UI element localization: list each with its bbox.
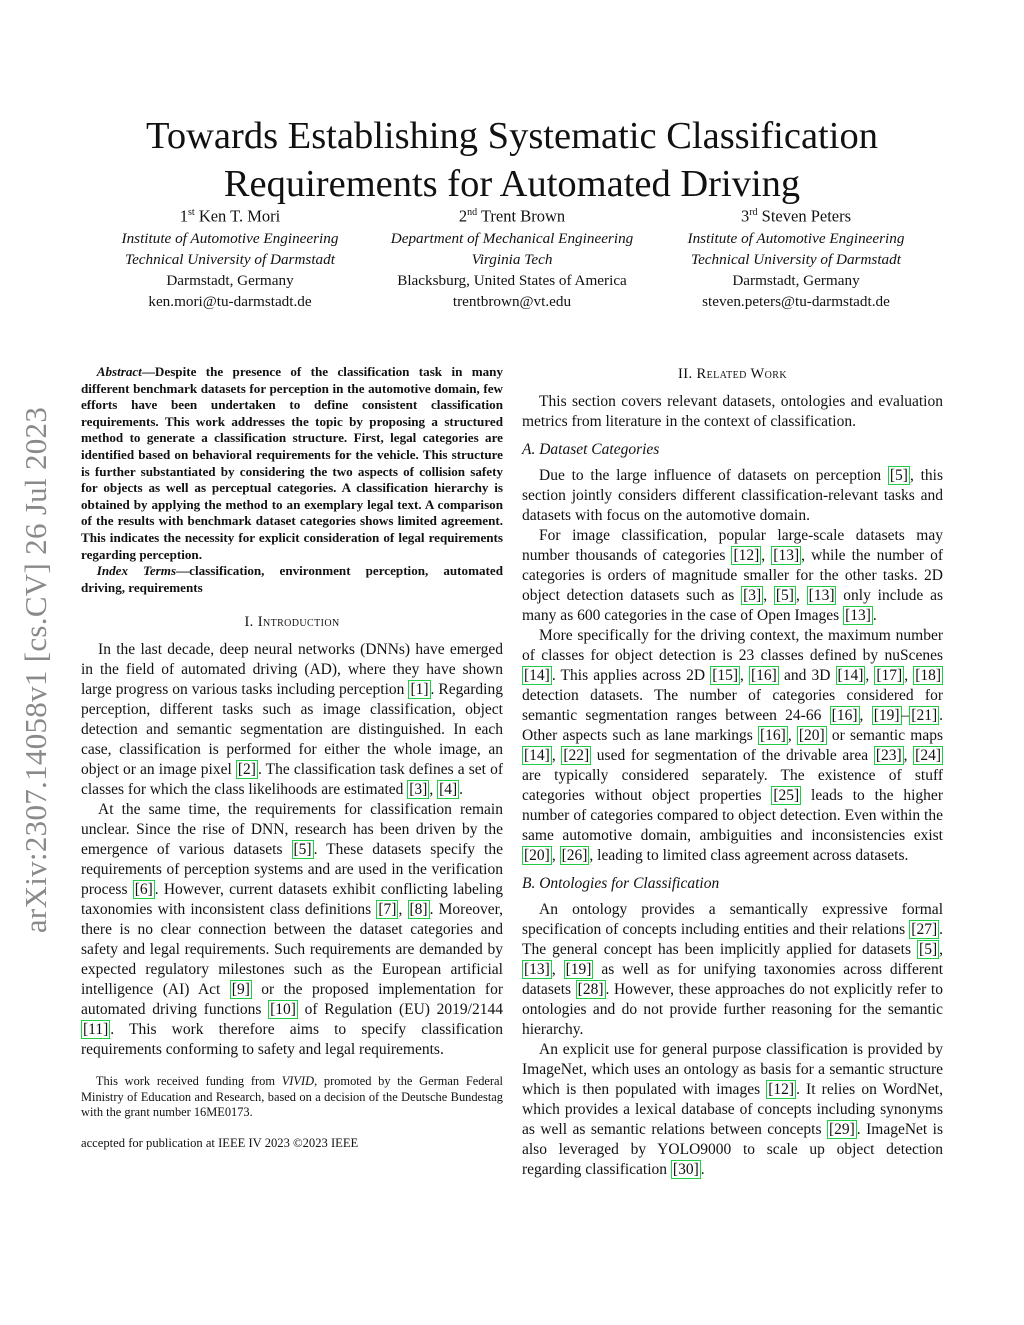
citation-link[interactable]: [16] [831, 707, 858, 724]
author-department: Department of Mechanical Engineering [390, 229, 634, 247]
text-run: . The general concept has been implicitly applied for datasets [522, 921, 943, 958]
author-number: 1 [179, 206, 189, 226]
citation-link[interactable]: [11] [83, 1021, 109, 1039]
citation-link[interactable]: [17] [876, 667, 903, 684]
author-ordinal: nd [467, 207, 478, 218]
text-run: . The classification task defines a set of classes for which the class likelihoods are estimated [81, 761, 503, 799]
text-run: , [398, 901, 408, 919]
text-run: . These datasets specify the requirements of perception systems and are used in the verification process [81, 841, 503, 899]
text-run: More specifically for the driving context, the maximum number of classes for object detection is 23 classes defined by nuScenes [522, 627, 943, 664]
text-run: . [872, 607, 877, 624]
text-run: . Regarding perception, different tasks such as image classification, object detection and semantic segmentation are distinguished. In each case, classification is performed for either the whole image, an object or an image pixel [81, 681, 503, 779]
citation-link[interactable]: [8] [409, 901, 428, 919]
subsection-heading-ontologies: B. Ontologies for Classification [522, 875, 720, 892]
citation-link[interactable]: [25] [773, 787, 800, 804]
author-ordinal: rd [749, 207, 758, 218]
text-run: are typically considered separately. The existence of stuff categories without object properties [522, 767, 943, 804]
text-run: This work received funding from [95, 1074, 282, 1089]
citation-link[interactable]: [12] [768, 1081, 795, 1098]
dataset-paragraph-2 [522, 526, 943, 626]
text-run: . ImageNet is also leveraged by YOLO9000 to scale up object detection regarding classification [522, 1121, 943, 1178]
dataset-paragraph-1 [522, 466, 943, 526]
citation-link[interactable]: [7] [378, 901, 397, 919]
author-name-text: Steven Peters [761, 206, 852, 226]
right-column [522, 364, 943, 1180]
text-run: , [740, 667, 750, 684]
citation-link[interactable]: [3] [743, 587, 762, 604]
left-column [81, 364, 503, 1153]
ontology-paragraph-2 [522, 1040, 943, 1180]
publication-notice: accepted for publication at IEEE IV 2023 ©2023 IEEE [81, 1135, 359, 1150]
text-run: . [700, 1161, 705, 1178]
author-organization: Technical University of Darmstadt [691, 250, 901, 268]
citation-link[interactable]: [2] [237, 761, 256, 779]
citation-link[interactable]: [16] [759, 727, 786, 744]
text-run: For image classification, popular large-scale datasets may number thousands of categories [522, 527, 943, 564]
text-run: , [551, 747, 562, 764]
author-1 [80, 202, 380, 312]
text-run: An ontology provides a semantically expressive formal specification of concepts including entities and their relations [522, 901, 943, 938]
text-run: , [904, 667, 914, 684]
text-run: used for segmentation of the drivable area [591, 747, 874, 764]
citation-link[interactable]: [13] [773, 547, 800, 564]
citation-link[interactable]: [22] [563, 747, 590, 764]
text-run: – [901, 707, 910, 724]
arxiv-identifier: arXiv:2307.14058v1 [cs.CV] 26 Jul 2023 [18, 406, 53, 934]
title-line-2: Requirements for Automated Driving [223, 162, 801, 205]
citation-link[interactable]: [16] [751, 667, 777, 684]
text-run: leads to the higher number of categories compared to object detection. Even within the same automotive domain, ambiguities and inconsistencies exist [522, 787, 943, 844]
text-run: . However, current datasets exhibit conflicting labeling taxonomies with inconsistent class definitions [81, 881, 503, 919]
text-run: , [865, 667, 875, 684]
citation-link[interactable]: [26] [561, 847, 588, 864]
citation-link[interactable]: [10] [270, 1001, 296, 1019]
text-run: , [787, 727, 797, 744]
citation-link[interactable]: [28] [577, 981, 604, 998]
index-terms [81, 563, 503, 596]
text-run: , while the number of categories is orders of magnitude smaller for the other tasks. 2D object detection datasets such as [522, 547, 943, 604]
author-block [80, 202, 944, 312]
citation-link[interactable]: [13] [845, 607, 871, 624]
text-run: An explicit use for general purpose classification is provided by ImageNet, which uses an ontology as basis for a semantic structure which is then populated with images [522, 1041, 943, 1098]
citation-link[interactable]: [13] [808, 587, 835, 604]
author-email: trentbrown@vt.edu [452, 292, 572, 310]
author-name [646, 202, 946, 227]
author-organization: Technical University of Darmstadt [125, 250, 335, 268]
citation-link[interactable]: [15] [712, 667, 739, 684]
text-run: . It relies on WordNet, which provides a lexical database of concepts including synonyms as well as semantic relations between concepts [522, 1081, 943, 1138]
text-run: , [551, 961, 564, 978]
subsection-heading-dataset-categories: A. Dataset Categories [522, 441, 660, 458]
project-name: VIVID [281, 1074, 315, 1089]
citation-link[interactable]: [14] [524, 747, 550, 764]
text-run: , promoted by the German Federal Ministry of Education and Research, based on a decision of the Deutsche Bundestag with the grant number 16ME0173. [81, 1074, 503, 1120]
text-run: as well as for unifying taxonomies across different datasets [522, 961, 943, 998]
citation-link[interactable]: [4] [439, 781, 458, 799]
citation-link[interactable]: [21] [911, 707, 938, 724]
author-ordinal: st [188, 207, 195, 218]
index-terms-text: —classification, environment perception, automated driving, requirements [81, 563, 504, 595]
abstract-label: Abstract [96, 364, 142, 379]
author-department: Institute of Automotive Engineering [687, 229, 905, 247]
citation-link[interactable]: [5] [775, 587, 794, 604]
text-run: , [551, 847, 560, 864]
text-run: , leading to limited class agreement across datasets. [589, 847, 909, 864]
citation-link[interactable]: [27] [911, 921, 938, 938]
related-intro-paragraph: This section covers relevant datasets, ontologies and evaluation metrics from literature in the context of classification. [522, 393, 943, 430]
citation-link[interactable]: [13] [524, 961, 550, 978]
citation-link[interactable]: [24] [915, 747, 941, 764]
citation-link[interactable]: [23] [875, 747, 902, 764]
funding-footnote [81, 1074, 503, 1120]
citation-link[interactable]: [19] [873, 707, 900, 724]
text-run: . Other aspects such as lane markings [522, 707, 943, 744]
abstract-text: —Despite the presence of the classification task in many different benchmark datasets for perception in the automotive domain, few efforts have been undertaken to define consistent classification requirements. This work addresses the topic by proposing a structured method to generate a classification structure. First, legal categories are identified based on behavioral requirements for the vehicle. This structure is further substantiated by considering the two aspects of collision safety for objects as well as perceptual categories. A classification hierarchy is obtained by applying the method to an exemplary legal text. A comparison of the results with benchmark dataset categories shows limited agreement. This indicates the necessity for explicit consideration of legal requirements regarding perception. [81, 364, 503, 562]
author-number: 2 [458, 206, 468, 226]
text-run: Due to the large influence of datasets on perception [539, 467, 888, 484]
author-name [80, 202, 380, 227]
abstract [81, 364, 503, 563]
ontology-paragraph-1 [522, 900, 943, 1040]
citation-link[interactable]: [9] [231, 981, 250, 999]
citation-link[interactable]: [20] [798, 727, 825, 744]
text-run: , [859, 707, 872, 724]
section-heading-introduction: I. Introduction [244, 614, 340, 631]
citation-link[interactable]: [5] [919, 941, 938, 958]
text-run: or semantic maps [826, 727, 943, 744]
citation-link[interactable]: [12] [733, 547, 760, 564]
author-number: 3 [740, 206, 750, 226]
author-3 [646, 202, 946, 312]
text-run: or the proposed implementation for automated driving functions [81, 981, 503, 1019]
section-heading-related-work: II. Related Work [678, 366, 787, 382]
text-run: . However, these approaches do not explicitly refer to ontologies and do not provide further reasoning for the semantic hierarchy. [522, 981, 943, 1038]
author-department: Institute of Automotive Engineering [121, 229, 339, 247]
intro-paragraph-2 [81, 800, 503, 1060]
author-location: Darmstadt, Germany [166, 271, 294, 289]
text-run: and 3D [778, 667, 836, 684]
citation-link[interactable]: [19] [565, 961, 592, 978]
text-run: . Moreover, there is no clear connection between the dataset categories and safety and legal requirements. Such requirements are demanded by expected regulatory milestones such as the European artificial intelligence (AI) Act [81, 901, 504, 999]
citation-link[interactable]: [20] [524, 847, 550, 864]
author-name-text: Trent Brown [480, 206, 566, 226]
dataset-paragraph-3 [522, 626, 943, 866]
citation-link[interactable]: [14] [837, 667, 864, 684]
text-run: detection datasets. The number of categories considered for semantic segmentation ranges between 24-66 [522, 687, 943, 724]
text-run: . This applies across 2D [551, 667, 711, 684]
paper-title [80, 112, 944, 208]
author-name [362, 202, 662, 227]
arxiv-sidebar [14, 360, 58, 980]
citation-link[interactable]: [1] [410, 681, 429, 699]
text-run: In the last decade, deep neural networks (DNNs) have emerged in the field of automated driving (AD), where they have shown large progress on various tasks including perception [81, 641, 503, 699]
text-run: . This work therefore aims to specify classification requirements conforming to safety and legal requirements. [81, 1021, 503, 1059]
author-name-text: Ken T. Mori [198, 206, 281, 226]
text-run: only include as many as 600 categories in the case of Open Images [522, 587, 944, 624]
citation-link[interactable]: [5] [293, 841, 312, 859]
citation-link[interactable]: [5] [889, 467, 908, 484]
text-run: At the same time, the requirements for classification remain unclear. Since the rise of DNN, research has been driven by the emergence of various datasets [81, 801, 503, 859]
citation-link[interactable]: [6] [134, 881, 153, 899]
text-run: , [763, 587, 774, 604]
citation-link[interactable]: [29] [828, 1121, 855, 1138]
author-location: Blacksburg, United States of America [397, 271, 627, 289]
author-2 [362, 202, 662, 312]
citation-link[interactable]: [18] [915, 667, 942, 684]
author-email: ken.mori@tu-darmstadt.de [148, 292, 312, 310]
index-terms-label: Index Terms [96, 563, 177, 579]
text-run: , this section jointly considers different classification-relevant tasks and datasets with focus on the automotive domain. [522, 467, 943, 524]
text-run: , [761, 547, 772, 564]
intro-paragraph-1 [81, 640, 503, 800]
citation-link[interactable]: [30] [672, 1161, 699, 1178]
author-organization: Virginia Tech [471, 250, 553, 268]
text-run: . [459, 781, 464, 799]
text-run: of Regulation (EU) 2019/2144 [297, 1001, 503, 1019]
author-location: Darmstadt, Germany [732, 271, 860, 289]
citation-link[interactable]: [14] [524, 667, 550, 684]
text-run: , [795, 587, 807, 604]
text-run: , [429, 781, 438, 799]
citation-link[interactable]: [3] [409, 781, 428, 799]
author-email: steven.peters@tu-darmstadt.de [702, 292, 890, 310]
text-run: , [903, 747, 914, 764]
title-line-1: Towards Establishing Systematic Classification [146, 114, 878, 157]
text-run: , [939, 941, 943, 958]
